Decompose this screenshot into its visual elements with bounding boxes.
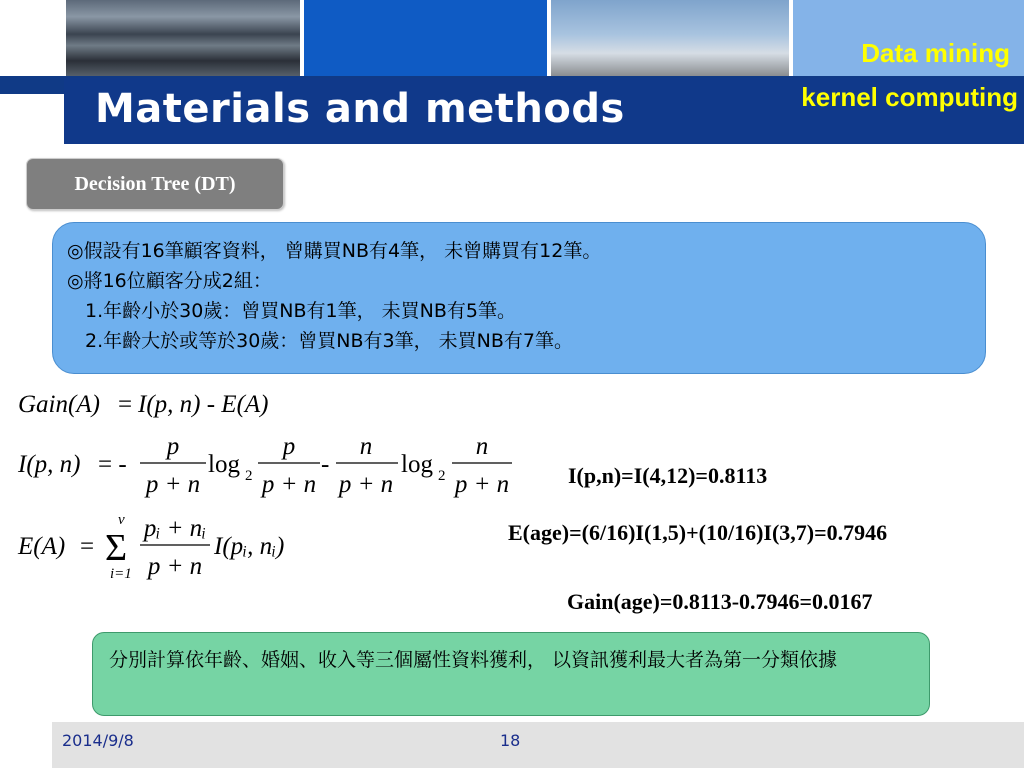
information-formula [18,430,518,500]
info-num-3: n [359,433,373,460]
info-lhs: I(p, n) [18,451,81,478]
footer-bar [52,722,1024,768]
gain-lhs: Gain(A) [18,391,100,418]
gain-rhs: I(p, n) - E(A) [138,391,269,418]
title-left-spacer [0,94,64,144]
info-base-1: 2 [245,468,253,484]
expected-eq: = [80,533,95,560]
gain-value-result: Gain(age)=0.8113-0.7946=0.0167 [567,589,873,614]
expected-term: I(pᵢ, nᵢ) [214,533,285,560]
info-den-2: p + n [261,471,317,498]
info-den-3: p + n [338,471,394,498]
info-log-2: log [401,451,433,478]
expected-info-formula [18,510,338,585]
gain-eq: = [118,391,133,418]
gain-formula [18,386,318,420]
page-title: Materials and methods [95,86,625,132]
assumption-line-3: 1.年齡小於30歲：曾買NB有1筆， 未買NB有5筆。 [85,300,517,322]
assumption-line-2: ◎將16位顧客分成2組： [67,270,272,292]
info-value-result: I(p,n)=I(4,12)=0.8113 [568,463,768,488]
page-number: 18 [500,731,521,750]
tagline-line2: kernel computing [801,82,1018,112]
info-base-2: 2 [438,468,446,484]
sum-symbol: Σ [105,527,128,569]
expected-den: p + n [147,553,203,580]
header-blue-block [304,0,547,76]
sum-upper-limit: v [118,512,125,528]
info-minus: - [321,451,330,478]
info-num-4: n [475,433,489,460]
entropy-value-result: E(age)=(6/16)I(1,5)+(10/16)I(3,7)=0.7946 [508,520,888,545]
info-den-1: p + n [145,471,201,498]
info-num-1: p [166,433,180,460]
assumption-line-1: ◎假設有16筆顧客資料， 曾購買NB有4筆， 未曾購買有12筆。 [67,240,602,262]
tagline-line1: Data mining [861,38,1010,68]
expected-lhs: E(A) [18,533,66,560]
info-eq: = - [98,451,127,478]
sum-lower-limit: i=1 [110,566,132,582]
info-log-1: log [208,451,240,478]
expected-num: pᵢ + nᵢ [143,515,207,542]
conclusion-box: 分別計算依年齡、婚姻、收入等三個屬性資料獲利， 以資訊獲利最大者為第一分類依據 [92,632,930,716]
assumption-box [52,222,986,374]
decision-tree-badge: Decision Tree (DT) [26,158,284,210]
info-den-4: p + n [454,471,510,498]
footer-date: 2014/9/8 [62,731,134,750]
harbor-photo [66,0,300,76]
assumption-line-4: 2.年齡大於或等於30歲：曾買NB有3筆， 未買NB有7筆。 [85,330,574,352]
info-num-2: p [282,433,296,460]
